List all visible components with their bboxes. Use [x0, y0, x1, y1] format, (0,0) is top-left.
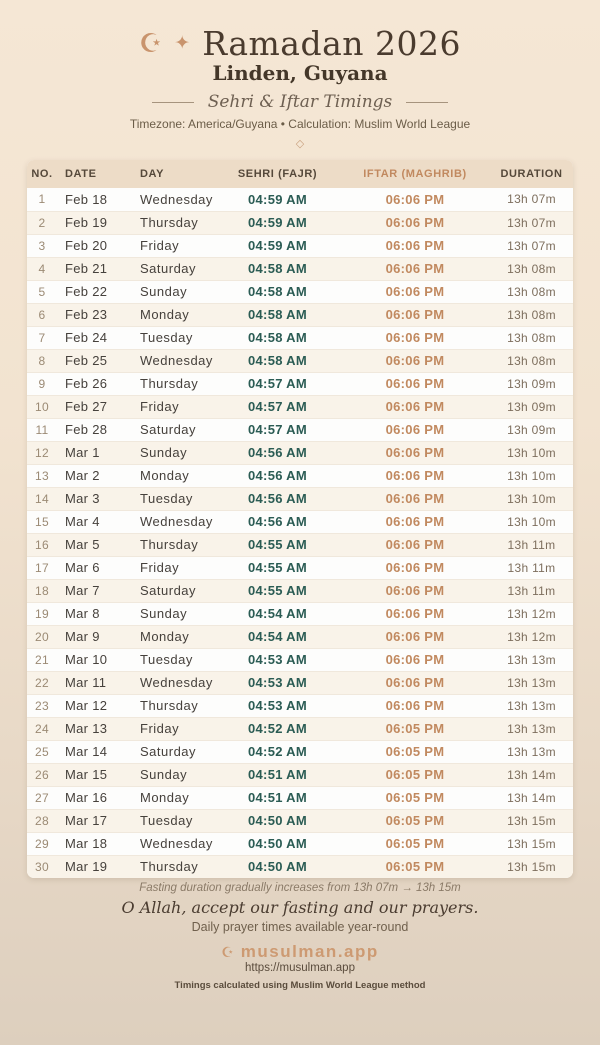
- no-cell: 29: [27, 832, 57, 855]
- day-cell: Saturday: [135, 740, 215, 763]
- iftar-cell: 06:05 PM: [340, 740, 490, 763]
- duration-cell: 13h 13m: [490, 717, 573, 740]
- day-cell: Monday: [135, 625, 215, 648]
- date-cell: Mar 11: [57, 671, 135, 694]
- duration-cell: 13h 10m: [490, 510, 573, 533]
- day-cell: Thursday: [135, 372, 215, 395]
- divider-line-right: [406, 102, 448, 103]
- no-cell: 22: [27, 671, 57, 694]
- sehri-cell: 04:52 AM: [215, 740, 340, 763]
- column-header-duration: DURATION: [500, 168, 563, 180]
- iftar-cell: 06:05 PM: [340, 786, 490, 809]
- duration-cell: 13h 13m: [490, 671, 573, 694]
- table-row: [27, 740, 573, 763]
- brand-row: [0, 942, 600, 962]
- date-cell: Mar 1: [57, 441, 135, 464]
- header-row: [27, 160, 573, 188]
- sehri-cell: 04:50 AM: [215, 832, 340, 855]
- duration-cell: 13h 07m: [490, 211, 573, 234]
- no-cell: 7: [27, 326, 57, 349]
- no-cell: 2: [27, 211, 57, 234]
- no-cell: 14: [27, 487, 57, 510]
- no-cell: 15: [27, 510, 57, 533]
- table-row: [27, 763, 573, 786]
- date-cell: Mar 6: [57, 556, 135, 579]
- column-header-iftar: IFTAR (MAGHRIB): [363, 168, 467, 180]
- iftar-cell: 06:06 PM: [340, 579, 490, 602]
- date-cell: Mar 3: [57, 487, 135, 510]
- duration-cell: 13h 15m: [490, 855, 573, 878]
- table-row: [27, 326, 573, 349]
- duration-cell: 13h 07m: [507, 192, 556, 207]
- sehri-cell: 04:50 AM: [215, 855, 340, 878]
- column-header-date: DATE: [65, 168, 97, 180]
- day-cell: Saturday: [135, 257, 215, 280]
- duration-cell: 13h 15m: [490, 832, 573, 855]
- page-header: [0, 0, 600, 62]
- no-cell: 10: [27, 395, 57, 418]
- no-cell: 17: [27, 556, 57, 579]
- table-row: [27, 809, 573, 832]
- table-row: [27, 211, 573, 234]
- no-cell: 5: [27, 280, 57, 303]
- no-cell: 23: [27, 694, 57, 717]
- day-cell: Tuesday: [135, 809, 215, 832]
- table-row: [27, 349, 573, 372]
- sehri-cell: 04:55 AM: [215, 556, 340, 579]
- iftar-cell: 06:06 PM: [340, 648, 490, 671]
- day-cell: Sunday: [135, 280, 215, 303]
- date-cell: Mar 5: [57, 533, 135, 556]
- table-row: [27, 694, 573, 717]
- duration-cell: 13h 13m: [490, 694, 573, 717]
- iftar-cell: 06:06 PM: [340, 510, 490, 533]
- duration-cell: 13h 08m: [490, 349, 573, 372]
- day-cell: Wednesday: [135, 510, 215, 533]
- duration-cell: 13h 10m: [490, 464, 573, 487]
- duration-cell: 13h 10m: [490, 441, 573, 464]
- sparkle-icon: ✦: [174, 32, 191, 54]
- sehri-cell: 04:56 AM: [215, 510, 340, 533]
- no-cell: 4: [27, 257, 57, 280]
- sehri-cell: 04:54 AM: [215, 602, 340, 625]
- sehri-cell: 04:58 AM: [215, 280, 340, 303]
- duration-cell: 13h 09m: [490, 418, 573, 441]
- sehri-cell: 04:58 AM: [215, 303, 340, 326]
- no-cell: 1: [38, 192, 46, 207]
- column-header-sehri: SEHRI (FAJR): [237, 168, 318, 180]
- duration-cell: 13h 12m: [490, 625, 573, 648]
- day-cell: Tuesday: [135, 487, 215, 510]
- iftar-cell: 06:05 PM: [340, 717, 490, 740]
- day-cell: Tuesday: [135, 326, 215, 349]
- iftar-cell: 06:05 PM: [340, 832, 490, 855]
- sehri-cell: 04:59 AM: [215, 234, 340, 257]
- table-row: [27, 303, 573, 326]
- iftar-cell: 06:06 PM: [340, 441, 490, 464]
- column-header-day: DAY: [140, 168, 165, 180]
- no-cell: 25: [27, 740, 57, 763]
- duration-cell: 13h 08m: [490, 257, 573, 280]
- day-cell: Thursday: [135, 855, 215, 878]
- duration-note: Fasting duration gradually increases from 13h 07m → 13h 15m: [139, 882, 461, 894]
- duration-cell: 13h 10m: [490, 487, 573, 510]
- day-cell: Sunday: [135, 763, 215, 786]
- sehri-cell: 04:57 AM: [215, 372, 340, 395]
- date-cell: Feb 21: [57, 257, 135, 280]
- no-cell: 26: [27, 763, 57, 786]
- no-cell: 28: [27, 809, 57, 832]
- iftar-cell: 06:06 PM: [340, 418, 490, 441]
- table-row: [27, 786, 573, 809]
- no-cell: 12: [27, 441, 57, 464]
- day-cell: Tuesday: [135, 648, 215, 671]
- day-cell: Friday: [135, 395, 215, 418]
- day-cell: Wednesday: [135, 349, 215, 372]
- timetable-card: [27, 160, 573, 878]
- no-cell: 24: [27, 717, 57, 740]
- table-row: [27, 625, 573, 648]
- iftar-cell: 06:06 PM: [340, 372, 490, 395]
- iftar-cell: 06:06 PM: [340, 326, 490, 349]
- duration-cell: 13h 08m: [490, 303, 573, 326]
- timetable-header: [27, 160, 573, 188]
- iftar-cell: 06:06 PM: [340, 464, 490, 487]
- duration-cell: 13h 15m: [490, 809, 573, 832]
- iftar-cell: 06:06 PM: [340, 257, 490, 280]
- date-cell: Feb 28: [57, 418, 135, 441]
- table-row: [27, 441, 573, 464]
- crescent-star-icon: ☪: [138, 28, 163, 58]
- iftar-cell: 06:05 PM: [340, 855, 490, 878]
- iftar-cell: 06:06 PM: [340, 280, 490, 303]
- day-cell: Friday: [135, 556, 215, 579]
- day-cell: Monday: [135, 786, 215, 809]
- iftar-cell: 06:06 PM: [340, 211, 490, 234]
- no-cell: 11: [27, 418, 57, 441]
- date-cell: Feb 20: [57, 234, 135, 257]
- no-cell: 3: [27, 234, 57, 257]
- table-row: [27, 602, 573, 625]
- iftar-cell: 06:05 PM: [340, 763, 490, 786]
- date-cell: Mar 2: [57, 464, 135, 487]
- table-row: [27, 464, 573, 487]
- dua-text: O Allah, accept our fasting and our prayers.: [121, 898, 479, 917]
- duration-cell: 13h 11m: [490, 579, 573, 602]
- no-cell: 27: [27, 786, 57, 809]
- date-cell: Feb 24: [57, 326, 135, 349]
- date-cell: Feb 25: [57, 349, 135, 372]
- sehri-cell: 04:57 AM: [215, 418, 340, 441]
- date-cell: Feb 23: [57, 303, 135, 326]
- timezone-calculation-meta: Timezone: America/Guyana • Calculation: Muslim World League: [129, 117, 471, 131]
- sehri-cell: 04:54 AM: [215, 625, 340, 648]
- date-cell: Mar 16: [57, 786, 135, 809]
- day-cell: Wednesday: [140, 191, 213, 207]
- duration-cell: 13h 11m: [490, 556, 573, 579]
- iftar-cell: 06:06 PM: [340, 303, 490, 326]
- no-cell: 6: [27, 303, 57, 326]
- sehri-cell: 04:58 AM: [215, 326, 340, 349]
- sehri-cell: 04:50 AM: [215, 809, 340, 832]
- no-cell: 8: [27, 349, 57, 372]
- sehri-cell: 04:59 AM: [215, 211, 340, 234]
- iftar-cell: 06:06 PM: [340, 487, 490, 510]
- no-cell: 21: [27, 648, 57, 671]
- iftar-cell: 06:06 PM: [340, 671, 490, 694]
- timetable-body: [27, 188, 573, 878]
- duration-cell: 13h 08m: [490, 280, 573, 303]
- timings-subtitle: Sehri & Iftar Timings: [207, 92, 393, 112]
- sehri-cell: 04:58 AM: [215, 349, 340, 372]
- iftar-cell: 06:06 PM: [340, 602, 490, 625]
- diamond-icon: ◇: [295, 138, 305, 150]
- page-title: Ramadan 2026: [202, 23, 461, 63]
- date-cell: Mar 9: [57, 625, 135, 648]
- day-cell: Wednesday: [135, 832, 215, 855]
- sehri-cell: 04:53 AM: [215, 671, 340, 694]
- date-cell: Mar 4: [57, 510, 135, 533]
- iftar-cell: 06:06 PM: [340, 349, 490, 372]
- day-cell: Monday: [135, 464, 215, 487]
- brand-name: musulman.app: [240, 942, 379, 961]
- table-row: [27, 510, 573, 533]
- day-cell: Sunday: [135, 602, 215, 625]
- date-cell: Feb 22: [57, 280, 135, 303]
- date-cell: Mar 8: [57, 602, 135, 625]
- availability-note: Daily prayer times available year-round: [191, 920, 409, 934]
- day-cell: Thursday: [135, 211, 215, 234]
- table-row: [27, 487, 573, 510]
- day-cell: Wednesday: [135, 671, 215, 694]
- section-subtitle-row: [0, 92, 600, 112]
- date-cell: Mar 12: [57, 694, 135, 717]
- date-cell: Mar 10: [57, 648, 135, 671]
- table-row: [27, 556, 573, 579]
- date-cell: Feb 27: [57, 395, 135, 418]
- duration-cell: 13h 12m: [490, 602, 573, 625]
- sehri-cell: 04:55 AM: [215, 579, 340, 602]
- divider-line-left: [152, 102, 194, 103]
- table-row: [27, 234, 573, 257]
- sehri-cell: 04:53 AM: [215, 694, 340, 717]
- method-note: Timings calculated using Muslim World League method: [174, 980, 426, 991]
- no-cell: 30: [27, 855, 57, 878]
- date-cell: Mar 17: [57, 809, 135, 832]
- sehri-cell: 04:55 AM: [215, 533, 340, 556]
- day-cell: Thursday: [135, 533, 215, 556]
- sehri-cell: 04:56 AM: [215, 487, 340, 510]
- iftar-cell: 06:06 PM: [340, 694, 490, 717]
- iftar-cell: 06:06 PM: [340, 556, 490, 579]
- table-row: [27, 855, 573, 878]
- no-cell: 18: [27, 579, 57, 602]
- day-cell: Thursday: [135, 694, 215, 717]
- date-cell: Mar 13: [57, 717, 135, 740]
- iftar-cell: 06:06 PM: [340, 395, 490, 418]
- day-cell: Sunday: [135, 441, 215, 464]
- brand-url: https://musulman.app: [245, 962, 355, 974]
- date-cell: Mar 18: [57, 832, 135, 855]
- no-cell: 19: [27, 602, 57, 625]
- date-cell: Mar 15: [57, 763, 135, 786]
- duration-cell: 13h 14m: [490, 763, 573, 786]
- day-cell: Saturday: [135, 579, 215, 602]
- column-header-no: NO.: [31, 168, 53, 180]
- sehri-cell: 04:56 AM: [215, 441, 340, 464]
- iftar-cell: 06:06 PM: [385, 191, 445, 207]
- iftar-cell: 06:06 PM: [340, 625, 490, 648]
- day-cell: Friday: [135, 717, 215, 740]
- table-row: [27, 832, 573, 855]
- iftar-cell: 06:06 PM: [340, 533, 490, 556]
- date-cell: Mar 7: [57, 579, 135, 602]
- day-cell: Friday: [135, 234, 215, 257]
- iftar-cell: 06:06 PM: [340, 234, 490, 257]
- iftar-cell: 06:05 PM: [340, 809, 490, 832]
- date-cell: Feb 18: [65, 191, 108, 207]
- sehri-cell: 04:51 AM: [215, 763, 340, 786]
- date-cell: Mar 19: [57, 855, 135, 878]
- no-cell: 20: [27, 625, 57, 648]
- duration-cell: 13h 09m: [490, 372, 573, 395]
- duration-cell: 13h 08m: [490, 326, 573, 349]
- no-cell: 13: [27, 464, 57, 487]
- duration-cell: 13h 09m: [490, 395, 573, 418]
- table-row: [27, 372, 573, 395]
- duration-cell: 13h 13m: [490, 740, 573, 763]
- table-row: [27, 671, 573, 694]
- table-row: [27, 579, 573, 602]
- duration-cell: 13h 13m: [490, 648, 573, 671]
- duration-cell: 13h 14m: [490, 786, 573, 809]
- table-row: [27, 395, 573, 418]
- day-cell: Monday: [135, 303, 215, 326]
- sehri-cell: 04:58 AM: [215, 257, 340, 280]
- sehri-cell: 04:57 AM: [215, 395, 340, 418]
- date-cell: Mar 14: [57, 740, 135, 763]
- table-row: [27, 533, 573, 556]
- table-row: [27, 418, 573, 441]
- table-row: [27, 648, 573, 671]
- sehri-cell: 04:59 AM: [248, 191, 307, 207]
- sehri-cell: 04:53 AM: [215, 648, 340, 671]
- duration-cell: 13h 07m: [490, 234, 573, 257]
- no-cell: 16: [27, 533, 57, 556]
- day-cell: Saturday: [135, 418, 215, 441]
- location-subtitle: Linden, Guyana: [212, 61, 388, 85]
- timetable: [27, 160, 573, 878]
- table-row: [27, 188, 573, 211]
- no-cell: 9: [27, 372, 57, 395]
- brand-crescent-icon: ☪: [221, 944, 234, 960]
- duration-cell: 13h 11m: [490, 533, 573, 556]
- date-cell: Feb 26: [57, 372, 135, 395]
- sehri-cell: 04:51 AM: [215, 786, 340, 809]
- sehri-cell: 04:56 AM: [215, 464, 340, 487]
- date-cell: Feb 19: [57, 211, 135, 234]
- table-row: [27, 280, 573, 303]
- sehri-cell: 04:52 AM: [215, 717, 340, 740]
- table-row: [27, 717, 573, 740]
- table-row: [27, 257, 573, 280]
